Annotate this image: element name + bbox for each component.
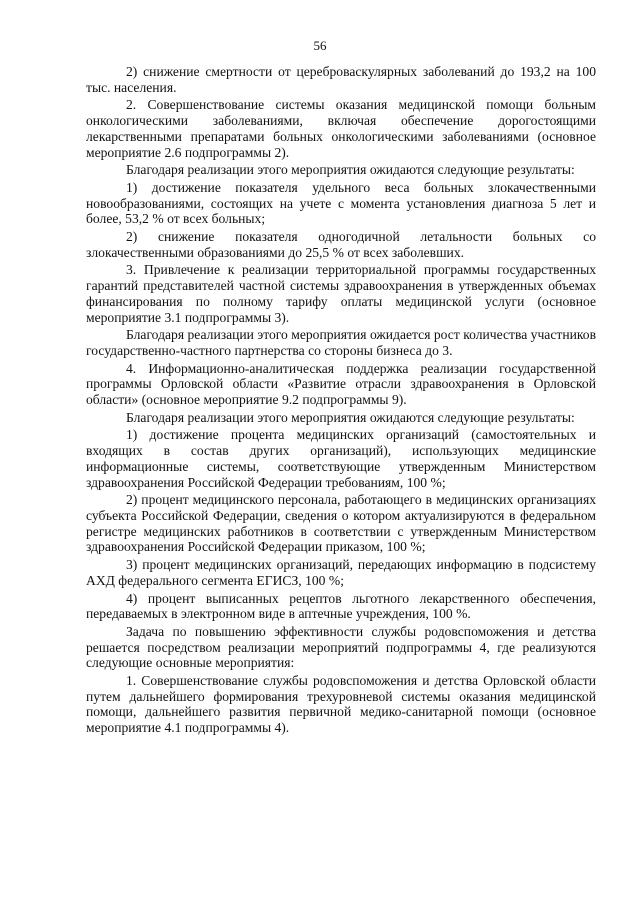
paragraph: 1) достижение показателя удельного веса больных злокачественными новообразованиями, состоящих на учете с момента установления диагноза 5 лет и более, 53,2 % от всех больных; [86, 179, 596, 227]
paragraph: Задача по повышению эффективности службы родовспоможения и детства решается посредством реализации мероприятий подпрограммы 4, где реализуются следующие основные мероприятия: [86, 623, 596, 671]
document-body [86, 64, 596, 738]
paragraph: Благодаря реализации этого мероприятия ожидается рост количества участников государственно-частного партнерства со стороны бизнеса до 3. [86, 327, 596, 358]
paragraph: 4) процент выписанных рецептов льготного лекарственного обеспечения, передаваемых в электронном виде в аптечные учреждения, 100 %. [86, 590, 596, 622]
paragraph: 3. Привлечение к реализации территориальной программы государственных гарантий представителей частной системы здравоохранения в утвержденных объемах финансирования по полному тарифу оплаты медицинской услуги (основное мероприятие 3.1 подпрограммы 3). [86, 262, 596, 325]
paragraph: 1) достижение процента медицинских организаций (самостоятельных и входящих в состав других организаций), использующих медицинские информационные системы, соответствующие утвержденным Министерством здравоохранения Российской Федерации требованиям, 100 %; [86, 427, 596, 490]
paragraph: 1. Совершенствование службы родовспоможения и детства Орловской области путем дальнейшего формирования трехуровневой системы оказания медицинской помощи, дальнейшего развития первичной медико-санитарной помощи (основное мероприятие 4.1 подпрограммы 4). [86, 673, 596, 736]
page-number: 56 [313, 38, 327, 53]
paragraph: Благодаря реализации этого мероприятия ожидаются следующие результаты: [126, 409, 575, 425]
paragraph: 2) процент медицинского персонала, работающего в медицинских организациях субъекта Российской Федерации, сведения о котором актуализируются в федеральном регистре медицинских работников в соответствии с утвержденным Министерством здравоохранения Российской Федерации приказом, 100 %; [86, 492, 596, 555]
paragraph: Благодаря реализации этого мероприятия ожидаются следующие результаты: [126, 162, 575, 178]
paragraph: 4. Информационно-аналитическая поддержка реализации государственной программы Орловской области «Развитие отрасли здравоохранения в Орловской области» (основное мероприятие 9.2 подпрограммы 9). [86, 360, 596, 408]
paragraph: 3) процент медицинских организаций, передающих информацию в подсистему АХД федерального сегмента ЕГИСЗ, 100 %; [86, 557, 596, 588]
paragraph: 2) снижение показателя одногодичной летальности больных со злокачественными образованиями до 25,5 % от всех заболевших. [86, 229, 596, 260]
paragraph: 2. Совершенствование системы оказания медицинской помощи больным онкологическими заболеваниями, включая обеспечение дорогостоящими лекарственными препаратами больных онкологическими заболеваниями (основное мероприятие 2.6 подпрограммы 2). [86, 97, 596, 160]
paragraph: 2) снижение смертности от цереброваскулярных заболеваний до 193,2 на 100 тыс. населения. [86, 64, 596, 95]
